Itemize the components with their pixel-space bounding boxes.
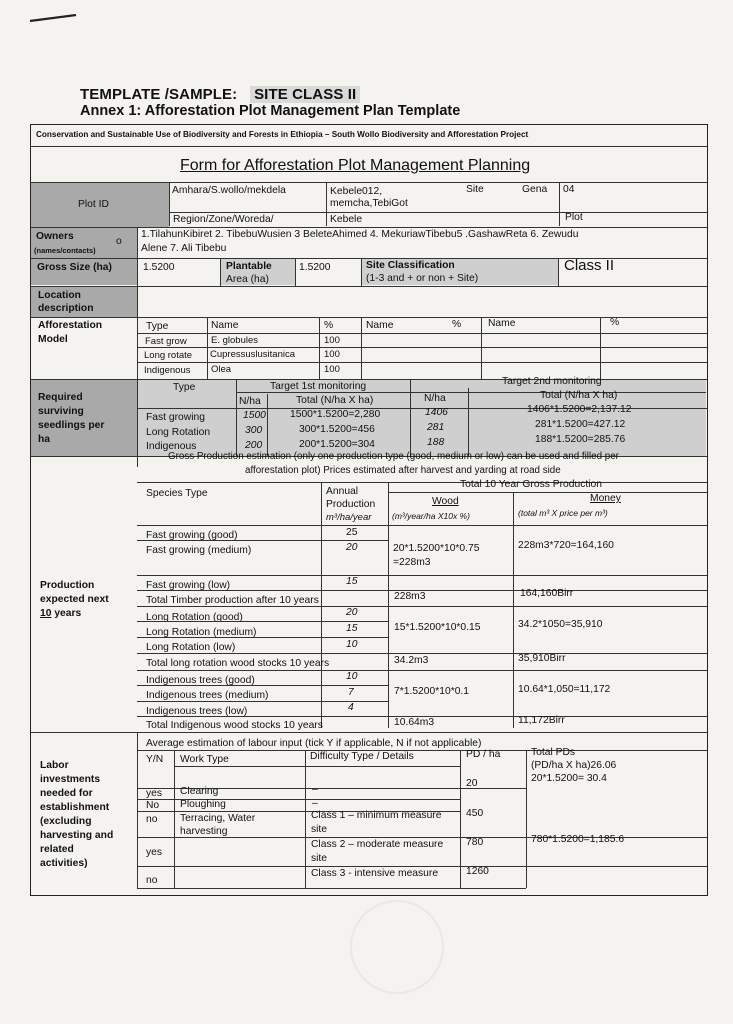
money-formula: (total m³ X price per m³) <box>518 508 608 518</box>
table-row: Long Rotation <box>146 427 211 438</box>
table-row: Long Rotation (low) <box>146 642 236 653</box>
plantable-area-value: 1.5200 <box>299 262 331 273</box>
table-row: harvesting <box>180 826 228 837</box>
table-row: 300 <box>245 425 263 436</box>
table-row: 10.64m3 <box>394 717 435 728</box>
plot-label: Plot <box>565 212 583 223</box>
table-row: Class 3 - intensive measure <box>311 868 439 879</box>
table-row: 200*1.5200=304 <box>299 439 375 450</box>
table-row: Total Indigenous wood stocks 10 years <box>146 720 323 731</box>
table-row: 10 <box>346 639 358 650</box>
table-row: 11,172Birr <box>518 715 565 726</box>
table-row: Indigenous trees (good) <box>146 675 255 686</box>
afforestation-label: Afforestation <box>38 320 103 331</box>
table-row: site <box>311 824 328 835</box>
table-row: Terracing, Water <box>180 813 256 824</box>
table-row: 20*1.5200= 30.4 <box>531 773 607 784</box>
table-row: Total Timber production after 10 years <box>146 595 319 606</box>
seedlings-label-2: surviving <box>38 406 84 417</box>
target2-header: Target 2nd monitoring <box>502 376 602 387</box>
table-row: 300*1.5200=456 <box>299 424 375 435</box>
table-row: 164,160Birr <box>520 588 574 599</box>
afforestation-name-header-3: Name <box>488 318 516 329</box>
target1-header: Target 1st monitoring <box>270 381 367 392</box>
labor-label-2: investments <box>40 774 101 785</box>
list-item: E. globules <box>211 335 259 346</box>
table-row: 281 <box>427 422 445 433</box>
afforestation-pct-header-3: % <box>610 317 620 328</box>
owners-bullet: o <box>116 236 122 247</box>
site-class-heading: SITE CLASS II <box>250 86 360 103</box>
table-row: 35,910Birr <box>518 653 566 664</box>
table-row: no <box>146 814 158 825</box>
annual-production-unit: m³/ha/year <box>326 512 372 523</box>
labor-label-6: harvesting and <box>40 830 114 841</box>
target2-nha-header: N/ha <box>424 393 446 404</box>
owners-label: Owners <box>36 231 74 242</box>
labor-label-5: (excluding <box>40 816 92 827</box>
region-value: Amhara/S.wollo/mekdela <box>172 185 286 196</box>
table-row: Fast growing <box>146 412 205 423</box>
table-row: site <box>311 853 328 864</box>
owners-line-1: 1.TilahunKibiret 2. TibebuWusien 3 BeleteAhimed 4. MekuriawTibebu5 .GashawReta 6. Zewudu <box>141 229 579 240</box>
list-item: Olea <box>211 364 232 375</box>
table-row: 34.2*1050=35,910 <box>518 619 603 630</box>
table-row: 1406 <box>425 407 448 418</box>
table-row: Indigenous <box>146 441 197 452</box>
faint-stamp-icon <box>350 900 444 994</box>
table-row: 1500*1.5200=2,280 <box>290 409 381 420</box>
table-row: 20 <box>346 542 358 553</box>
table-row: Indigenous trees (low) <box>146 706 248 717</box>
site-number: 04 <box>563 184 575 195</box>
production-label: Production <box>40 580 95 591</box>
afforestation-pct-header-2: % <box>452 319 462 330</box>
list-item: Cupressuslusitanica <box>210 349 296 360</box>
table-row: =228m3 <box>393 557 431 568</box>
table-row: 780 <box>466 837 484 848</box>
table-row: 7*1.5200*10*0.1 <box>394 686 470 697</box>
species-type-header: Species Type <box>146 488 208 499</box>
owners-sub-label: (names/contacts) <box>34 246 96 255</box>
production-label-2: expected next <box>40 594 109 605</box>
production-note: Gross Production estimation (only one production type (good, medium or low) can be used and filled per <box>168 451 619 462</box>
table-row: 34.2m3 <box>394 655 429 666</box>
production-label-3: 10 years <box>40 608 82 619</box>
table-row: Fast growing (low) <box>146 580 231 591</box>
plot-id-label: Plot ID <box>78 199 109 210</box>
table-row: 1500 <box>243 410 266 421</box>
table-row: 228m3*720=164,160 <box>518 540 614 551</box>
list-item: Indigenous <box>144 365 191 376</box>
list-item: 100 <box>324 349 340 360</box>
wood-formula: (m³/year/ha X10x %) <box>392 511 470 521</box>
afforestation-name-header-2: Name <box>366 320 394 331</box>
table-row: – <box>312 798 318 809</box>
table-row: 15 <box>346 623 358 634</box>
gross-size-label: Gross Size (ha) <box>37 262 112 273</box>
production-note-2: afforestation plot) Prices estimated after harvest and yarding at road side <box>245 465 561 476</box>
kebele-value: Kebele012, <box>330 186 383 197</box>
gross-size-value: 1.5200 <box>143 262 175 273</box>
seedlings-type-header: Type <box>173 382 196 393</box>
table-row: 228m3 <box>394 591 426 602</box>
template-heading: TEMPLATE /SAMPLE: SITE CLASS II <box>80 86 360 103</box>
labor-label: Labor <box>40 760 69 771</box>
table-row: 20 <box>466 778 478 789</box>
wood-header: Wood <box>432 496 459 507</box>
table-row: 7 <box>348 687 354 698</box>
target2-total-header: Total (N/ha X ha) <box>540 390 618 401</box>
target1-total-header: Total (N/ha X ha) <box>296 395 374 406</box>
table-row: no <box>146 875 158 886</box>
table-row: Indigenous trees (medium) <box>146 690 269 701</box>
table-row: 450 <box>466 808 484 819</box>
annual-production-header: Annual <box>326 486 359 497</box>
table-row: 20 <box>346 607 358 618</box>
work-type-header: Work Type <box>180 754 229 765</box>
site-label: Site <box>466 184 484 195</box>
site-classification-hint: (1-3 and + or non + Site) <box>366 273 479 284</box>
total-pds-header: Total PDs <box>531 747 576 758</box>
money-header: Money <box>590 493 621 504</box>
table-row: 15*1.5200*10*0.15 <box>394 622 481 633</box>
location-label: Location <box>38 290 81 301</box>
table-row: 15 <box>346 576 358 587</box>
table-row: Ploughing <box>180 799 226 810</box>
table-row: 4 <box>348 702 354 713</box>
owners-line-2: Alene 7. Ali Tibebu <box>141 243 227 254</box>
table-row: Long Rotation (medium) <box>146 627 257 638</box>
labor-note: Average estimation of labour input (tick Y if applicable, N if not applicable) <box>146 738 482 749</box>
table-row: yes <box>146 847 163 858</box>
project-title: Conservation and Sustainable Use of Biodiversity and Forests in Ethiopia – South Wollo Biodiversity and Afforestation Project <box>36 130 529 139</box>
list-item: 100 <box>324 364 340 375</box>
table-row: Long Rotation (good) <box>146 612 243 623</box>
table-row: 10.64*1,050=11,172 <box>518 684 611 695</box>
form-title: Form for Afforestation Plot Management Planning <box>180 157 531 174</box>
target1-nha-header: N/ha <box>239 396 261 407</box>
total-10yr-header: Total 10 Year Gross Production <box>460 479 602 490</box>
pd-ha-header: PD / ha <box>466 749 501 760</box>
table-row: Class 1 – minimum measure <box>311 810 442 821</box>
table-row: Total long rotation wood stocks 10 years <box>146 658 330 669</box>
difficulty-header: Difficulty Type / Details <box>310 751 414 762</box>
plantable-area-unit: Area (ha) <box>226 274 269 285</box>
annual-production-header-2: Production <box>326 499 376 510</box>
table-row: Class 2 – moderate measure <box>311 839 444 850</box>
table-row: No <box>146 800 160 811</box>
table-row: 281*1.5200=427.12 <box>535 419 626 430</box>
table-row: 10 <box>346 671 358 682</box>
seedlings-label-3: seedlings per <box>38 420 105 431</box>
location-label-2: description <box>38 303 94 314</box>
yn-header: Y/N <box>146 754 164 765</box>
table-row: 25 <box>346 527 358 538</box>
list-item: Long rotate <box>144 350 193 361</box>
annex-title: Annex 1: Afforestation Plot Management Plan Template <box>80 103 461 119</box>
labor-label-4: establishment <box>40 802 110 813</box>
afforestation-label-2: Model <box>38 334 68 345</box>
kebele-value-2: memcha,TebiGot <box>330 198 408 209</box>
labor-label-8: activities) <box>40 858 88 869</box>
site-classification-label: Site Classification <box>366 260 455 271</box>
region-label: Region/Zone/Woreda/ <box>173 214 274 225</box>
total-pds-header-2: (PD/ha X ha)26.06 <box>531 760 617 771</box>
table-row: 188*1.5200=285.76 <box>535 434 626 445</box>
kebele-label: Kebele <box>330 214 363 225</box>
table-row: Clearing <box>180 786 219 797</box>
table-row: – <box>312 784 318 795</box>
table-row: 20*1.5200*10*0.75 <box>393 543 480 554</box>
afforestation-pct-header: % <box>324 320 334 331</box>
table-row: 1406*1.5200=2,137.12 <box>527 404 632 415</box>
seedlings-label-4: ha <box>38 434 51 445</box>
pen-mark-icon <box>28 14 78 22</box>
table-row: Fast growing (medium) <box>146 545 252 556</box>
seedlings-label: Required <box>38 392 83 403</box>
labor-label-3: needed for <box>40 788 93 799</box>
list-item: 100 <box>324 335 340 346</box>
table-row: Fast growing (good) <box>146 530 238 541</box>
table-row: yes <box>146 788 163 799</box>
afforestation-type-header: Type <box>146 321 169 332</box>
labor-label-7: related <box>40 844 74 855</box>
table-row: 1260 <box>466 866 489 877</box>
table-row: 188 <box>427 437 445 448</box>
plantable-area-label: Plantable <box>226 261 272 272</box>
list-item: Fast grow <box>145 336 187 347</box>
table-row: 200 <box>245 440 263 451</box>
site-classification-value: Class II <box>564 257 615 274</box>
afforestation-name-header: Name <box>211 320 239 331</box>
site-value: Gena <box>522 184 548 195</box>
table-row: 780*1.5200=1,185.6 <box>531 834 625 845</box>
